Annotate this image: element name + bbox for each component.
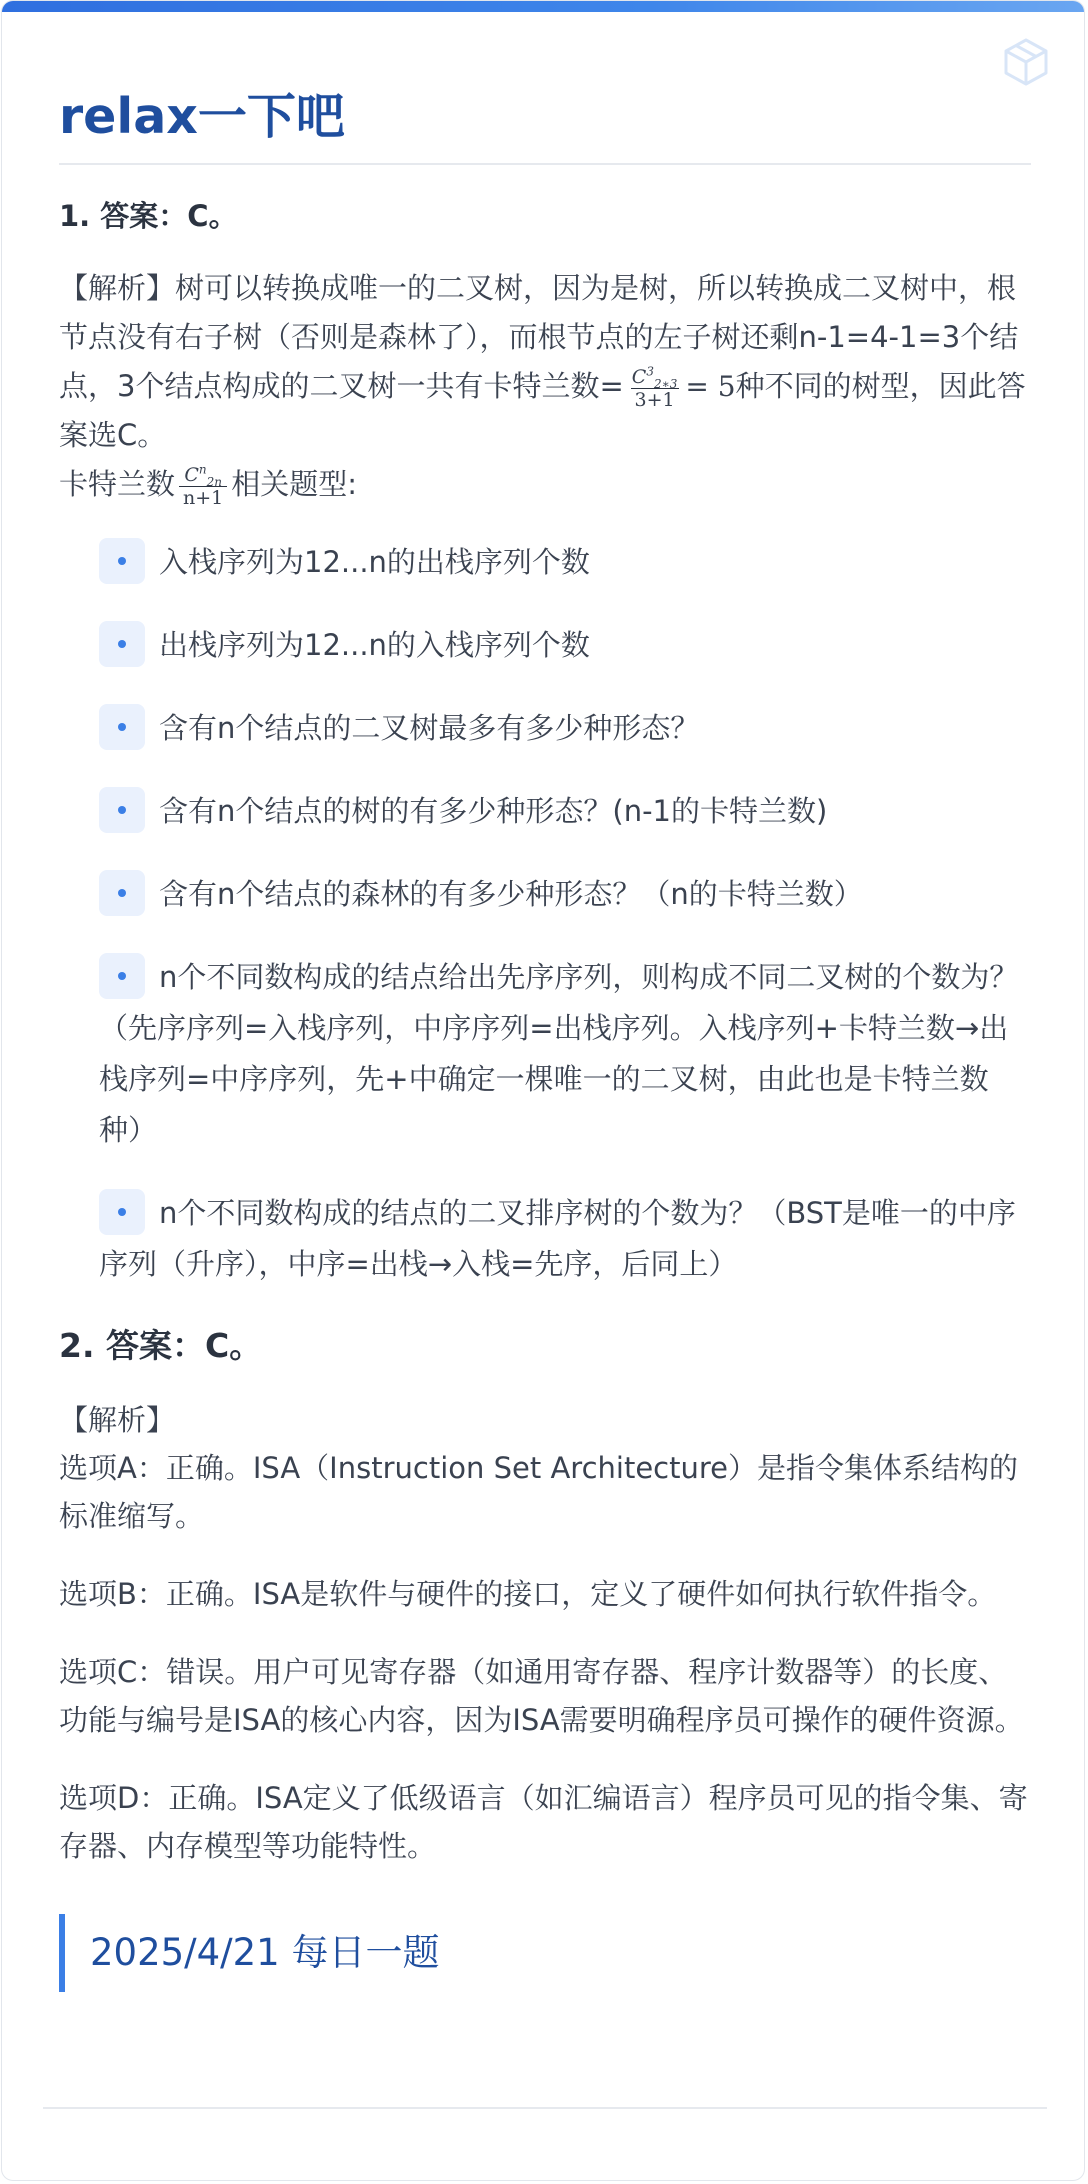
list-item-text: n个不同数构成的结点的二叉排序树的个数为？（BST是唯一的中序序列（升序），中序=出栈→入栈=先序，后同上） [99,1196,1016,1281]
catalan-formula-3 [628,364,682,411]
article-content [59,75,1031,1992]
formula2-sub: 2n [206,474,222,489]
list-item [99,703,1031,754]
bullet-icon [99,1189,145,1235]
formula1-denominator: 3+1 [631,388,679,410]
list-item-text: 入栈序列为12...n的出栈序列个数 [159,545,590,579]
q2-option-d: 选项D：正确。ISA定义了低级语言（如汇编语言）程序员可见的指令集、寄存器、内存模型等功能特性。 [59,1781,1028,1863]
formula1-result: = 5 [685,370,736,403]
formula1-sup: 3 [646,364,654,379]
formula1-base: C [631,365,647,388]
formula1-sub: 2∗3 [653,376,678,391]
catalan-prefix: 卡特兰数 [59,467,176,501]
list-item-text: 含有n个结点的森林的有多少种形态？（n的卡特兰数） [159,877,863,911]
q2-option-c: 选项C：错误。用户可见寄存器（如通用寄存器、程序计数器等）的长度、功能与编号是ISA的核心内容，因为ISA需要明确程序员可操作的硬件资源。 [59,1655,1024,1737]
formula2-base: C [184,463,199,486]
list-item-text: 出栈序列为12...n的入栈序列个数 [159,628,590,662]
accent-bar [2,1,1084,12]
bullet-icon [99,621,145,667]
bullet-icon [99,787,145,833]
q2-option-b: 选项B：正确。ISA是软件与硬件的接口，定义了硬件如何执行软件指令。 [59,1577,997,1611]
list-item-text: 含有n个结点的树的有多少种形态？(n-1的卡特兰数) [159,794,828,828]
formula2-denominator: n+1 [179,486,227,508]
catalan-formula-general [179,462,227,509]
list-item [99,1188,1031,1290]
page-title: relax一下吧 [59,88,345,145]
bullet-icon [99,953,145,999]
list-item-text: n个不同数构成的结点给出先序序列，则构成不同二叉树的个数为？（先序序列=入栈序列，中序序列=出栈序列。入栈序列+卡特兰数→出栈序列=中序序列，先+中确定一棵唯一的二叉树，由此也是卡特兰数种） [99,960,1019,1147]
q2-analysis-label: 【解析】 [59,1403,176,1437]
bullet-icon [99,704,145,750]
q1-analysis-text-b: 种不同的树型，因此答案选C。 [59,369,1026,452]
q1-analysis-text-a: 【解析】树可以转换成唯一的二叉树，因为是树，所以转换成二叉树中，根节点没有右子树（否则是森林了），而根节点的左子树还剩n-1=4-1=3个结点，3个结点构成的二叉树一共有卡特兰数= [59,271,1019,403]
article-card [1,0,1085,2181]
footer-divider [43,2107,1047,2109]
q1-analysis [59,264,1031,509]
catalan-problem-list [59,537,1031,1290]
bullet-icon [99,538,145,584]
bullet-icon [99,870,145,916]
list-item [99,537,1031,588]
formula2-sup: n [198,462,207,477]
catalan-suffix: 相关题型: [231,467,358,501]
title-divider [59,163,1031,165]
list-item-text: 含有n个结点的二叉树最多有多少种形态？ [159,711,700,745]
list-item [99,786,1031,837]
q2-option-a: 选项A：正确。ISA（Instruction Set Architecture）是指令集体系结构的标准缩写。 [59,1451,1018,1533]
list-item [99,952,1031,1156]
daily-question-banner: 2025/4/21 每日一题 [59,1914,1031,1992]
list-item [99,620,1031,671]
q2-answer-heading: 2. 答案：C。 [59,1326,263,1365]
list-item [99,869,1031,920]
q1-answer-heading: 1. 答案：C。 [59,199,238,233]
